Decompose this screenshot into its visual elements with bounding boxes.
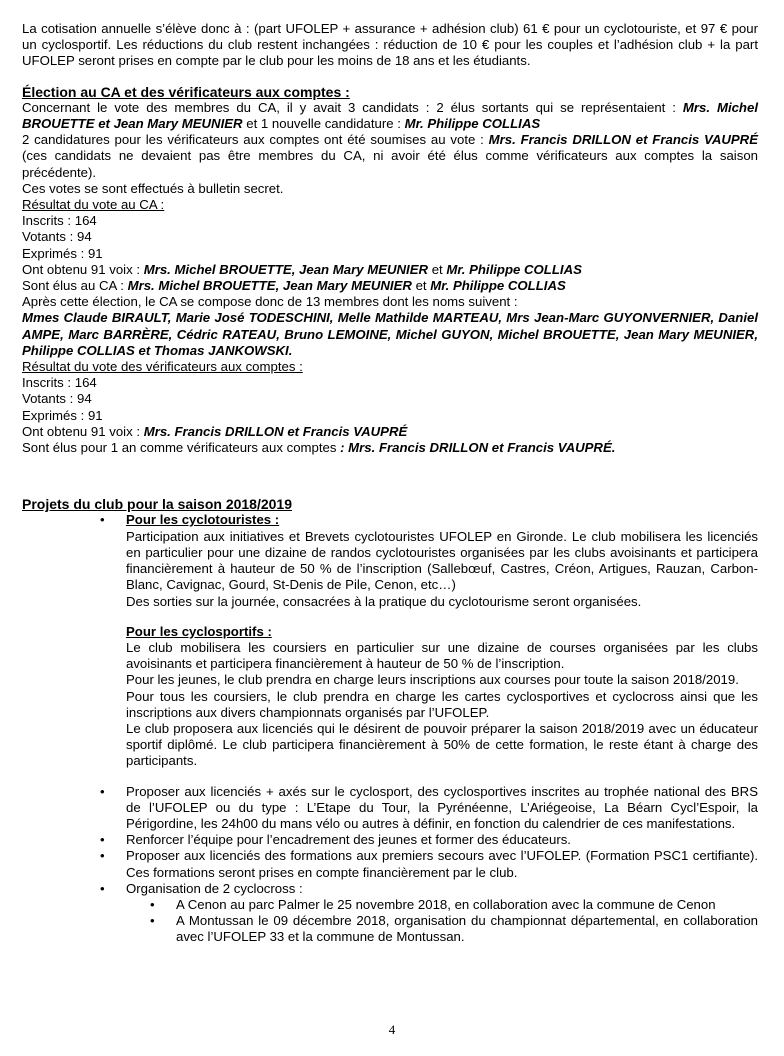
text-run: et 1 nouvelle candidature : [242, 116, 405, 132]
ca-elus-line [22, 278, 758, 294]
list-item [22, 881, 758, 897]
elected-names: Mrs. Michel BROUETTE, Jean Mary MEUNIER [127, 278, 412, 294]
bullet-icon: • [100, 832, 105, 848]
sub-list-item [22, 897, 758, 913]
elected-names: Mrs. Francis DRILLON et Francis VAUPRÉ [143, 423, 408, 439]
bullet-icon: • [100, 783, 105, 799]
ver-elus-line [22, 440, 758, 456]
list-item [22, 784, 758, 833]
list-item-text: Proposer aux licenciés des formations aux premiers secours avec l’UFOLEP. (Formation PSC1 certifiante). Ces formations seront prises en compte financièrement par le club. [126, 848, 758, 880]
ca-result-label: Résultat du vote au CA : [22, 197, 165, 213]
secret-ballot-line: Ces votes se sont effectués à bulletin secret. [22, 180, 284, 196]
sport-heading: Pour les cyclosportifs : [126, 623, 272, 639]
list-item-text: Organisation de 2 cyclocross : [126, 880, 303, 896]
sport-paragraph-1: Le club mobilisera les coursiers en particulier sur une dizaine de courses organisées par les clubs avoisinants et participera financièrement à hauteur de 50 % de l’inscription. [126, 639, 758, 672]
page-number: 4 [388, 1022, 396, 1037]
text-run: et [428, 261, 447, 277]
elected-name: Mr. Philippe COLLIAS [446, 261, 582, 277]
ca-votants: Votants : 94 [22, 229, 92, 245]
text-run: 2 candidatures pour les vérificateurs aux comptes ont été soumises au vote : [22, 132, 489, 148]
list-item-text: Renforcer l’équipe pour l’encadrement des jeunes et former des éducateurs. [126, 832, 571, 848]
spacer [126, 610, 758, 624]
text-run: Concernant le vote des membres du CA, il y avait 3 candidats : 2 élus sortants qui se représentaient : [22, 99, 683, 115]
text-run: (ces candidats ne devaient pas être membres du CA, ni avoir été élus comme vérificateurs aux comptes la saison précédente). [22, 148, 758, 180]
election-heading: Élection au CA et des vérificateurs aux comptes : [22, 83, 350, 100]
spacer [22, 770, 758, 784]
list-item-cyclotouristes [22, 512, 758, 528]
sport-paragraph-2: Pour les jeunes, le club prendra en charge leurs inscriptions aux courses pour toute la saison 2018/2019. [126, 672, 739, 688]
elected-names: : Mrs. Francis DRILLON et Francis VAUPRÉ. [340, 440, 616, 456]
ca-members-list: Mmes Claude BIRAULT, Marie José TODESCHINI, Melle Mathilde MARTEAU, Mrs Jean-Marc GUYONVERNIER, Daniel AMPE, Marc BARRÈRE, Cédric RATEAU, Bruno LEMOINE, Michel GUYON, Michel BROUETTE, Jean Mary MEUNIER, Philippe COLLIAS et Thomas JANKOWSKI. [22, 310, 758, 358]
list-item [22, 832, 758, 848]
ca-compose-line: Après cette élection, le CA se compose donc de 13 membres dont les noms suivent : [22, 294, 518, 310]
bullet-icon: • [100, 512, 105, 528]
elected-names: Mrs. Michel BROUETTE, Jean Mary MEUNIER [143, 261, 429, 277]
ca-inscrits: Inscrits : 164 [22, 213, 97, 229]
cyclo-paragraph-2: Des sorties sur la journée, consacrées à la pratique du cyclotourisme seront organisées. [126, 593, 642, 609]
verifier-names: Mrs. Francis DRILLON et Francis VAUPRÉ [488, 132, 759, 148]
text-run: et [411, 278, 431, 294]
cyclo-body [22, 529, 758, 770]
ver-obtenu-line [22, 424, 758, 440]
ver-inscrits: Inscrits : 164 [22, 375, 97, 391]
sport-paragraph-3: Pour tous les coursiers, le club prendra en charge les cartes cyclosportives et cyclocross ainsi que les inscriptions aux divers championnats organisés par l’UFOLEP. [126, 688, 758, 720]
text-run: Ont obtenu 91 voix : [22, 261, 144, 277]
candidate-names: Mrs. Michel BROUETTE et Jean Mary MEUNIER [22, 99, 758, 132]
verifier-candidates-paragraph [22, 132, 758, 181]
text-run: Sont élus pour 1 an comme vérificateurs aux comptes [22, 440, 341, 456]
bullet-icon: • [100, 880, 105, 896]
sub-list-item-text: A Cenon au parc Palmer le 25 novembre 2018, en collaboration avec la commune de Cenon [176, 896, 716, 912]
projets-heading: Projets du club pour la saison 2018/2019 [22, 496, 292, 513]
cyclo-paragraph-1: Participation aux initiatives et Brevets cyclotouristes UFOLEP en Gironde. Le club mobilisera les licenciés en particulier pour une dizaine de randos cyclotouristes organisées par les clubs avoisinants et participera financièrement à hauteur de 50 % de l’inscription (Sallebœuf, Castres, Créon, Artigues, Rauzan, Carbon-Blanc, Cavignac, Gourd, St-Denis de Pile, Cenon, etc…) [126, 528, 758, 593]
spacer [22, 456, 758, 496]
bullet-icon: • [150, 913, 155, 929]
cotisation-paragraph: La cotisation annuelle s’élève donc à : (part UFOLEP + assurance + adhésion club) 61 € pour un cyclotouriste, et 97 € pour un cyclosportif. Les réductions du club restent inchangées : réduction de 10 € pour les couples et l’adhésion club + la part UFOLEP seront prises en compte par le club pour les moins de 18 ans et les étudiants. [22, 21, 758, 69]
ca-candidates-paragraph [22, 100, 758, 132]
cyclo-heading: Pour les cyclotouristes : [126, 512, 280, 528]
sub-list-item [22, 913, 758, 945]
list-item-text: Proposer aux licenciés + axés sur le cyclosport, des cyclosportives inscrites au trophée national des BRS de l’UFOLEP ou du type : L’Etape du Tour, la Pyrénéenne, L’Ariégeoise, La Béarn Cycl’Espoir, la Périgordine, les 24h00 du mans vélo ou autres à définir, en fonction du calendrier de ces manifestations. [126, 783, 758, 831]
elected-name: Mr. Philippe COLLIAS [430, 278, 566, 294]
sport-paragraph-4: Le club proposera aux licenciés qui le désirent de pouvoir préparer la saison 2018/2019 avec un éducateur sportif diplômé. Le club participera financièrement à 50% de cette formation, le reste étant à charge des participants. [126, 720, 758, 769]
text-run: Sont élus au CA : [22, 278, 128, 294]
document-page [22, 21, 758, 946]
verifier-result-label: Résultat du vote des vérificateurs aux comptes : [22, 359, 303, 375]
bullet-icon: • [100, 848, 105, 864]
candidate-name: Mr. Philippe COLLIAS [404, 116, 541, 132]
text-run: Ont obtenu 91 voix : [22, 423, 144, 439]
list-item [22, 848, 758, 880]
ca-exprimes: Exprimés : 91 [22, 245, 103, 261]
ver-votants: Votants : 94 [22, 391, 92, 407]
spacer [22, 70, 758, 84]
sub-list-item-text: A Montussan le 09 décembre 2018, organisation du championnat départemental, en collaboration avec l’UFOLEP 33 et la commune de Montussan. [176, 913, 758, 945]
bullet-icon: • [150, 896, 155, 912]
ca-obtenu-line [22, 262, 758, 278]
ver-exprimes: Exprimés : 91 [22, 407, 103, 423]
